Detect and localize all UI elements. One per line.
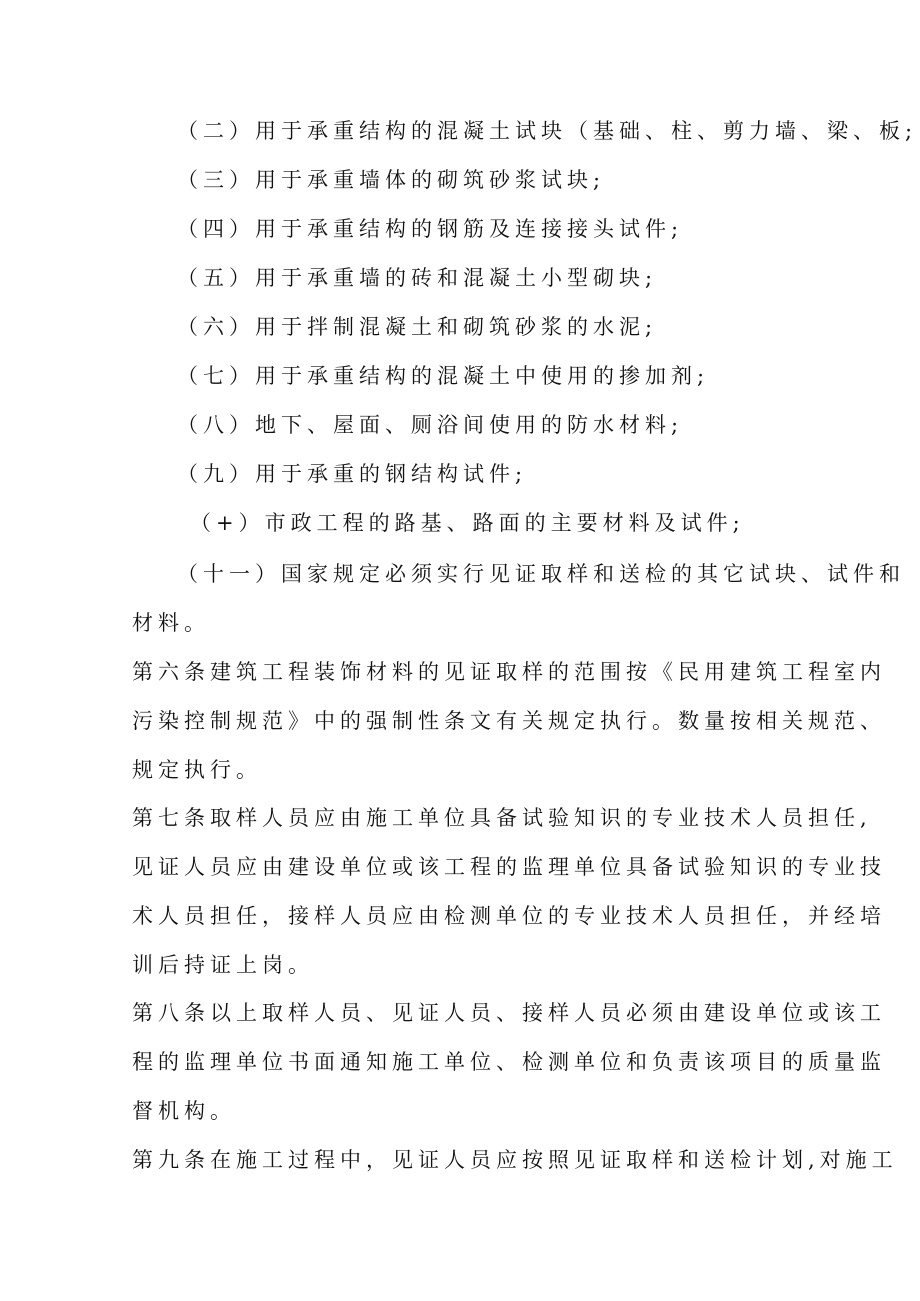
list-item-10: （+）市政工程的路基、路面的主要材料及试件; xyxy=(190,511,745,535)
article-6-line-2: 污染控制规范》中的强制性条文有关规定执行。数量按相关规范、 xyxy=(132,709,886,733)
list-item-8: （八）地下、屋面、厕浴间使用的防水材料; xyxy=(177,413,684,437)
list-item-9: （九）用于承重的钢结构试件; xyxy=(177,462,528,486)
article-7-line-1: 第七条取样人员应由施工单位具备试验知识的专业技术人员担任, xyxy=(132,806,872,830)
list-item-11-line-1: （十一）国家规定必须实行见证取样和送检的其它试块、试件和 xyxy=(177,562,905,586)
article-7-line-4: 训后持证上岗。 xyxy=(132,953,314,977)
list-item-4: （四）用于承重结构的钢筋及连接接头试件; xyxy=(177,217,684,241)
article-9-line-1: 第九条在施工过程中，见证人员应按照见证取样和送检计划,对施工 xyxy=(132,1148,898,1172)
list-item-2: （二）用于承重结构的混凝土试块（基础、柱、剪力墙、梁、板; xyxy=(177,119,918,143)
list-item-5: （五）用于承重墙的砖和混凝土小型砌块; xyxy=(177,266,658,290)
article-6-line-1: 第六条建筑工程装饰材料的见证取样的范围按《民用建筑工程室内 xyxy=(132,660,886,684)
article-8-line-2: 程的监理单位书面通知施工单位、检测单位和负责该项目的质量监 xyxy=(132,1050,886,1074)
list-item-3: （三）用于承重墙体的砌筑砂浆试块; xyxy=(177,168,606,192)
article-8-line-3: 督机构。 xyxy=(132,1099,236,1123)
article-6-line-3: 规定执行。 xyxy=(132,758,262,782)
list-item-11-line-2: 材料。 xyxy=(132,611,210,635)
list-item-7: （七）用于承重结构的混凝土中使用的掺加剂; xyxy=(177,364,710,388)
article-7-line-3: 术人员担任，接样人员应由检测单位的专业技术人员担任，并经培 xyxy=(132,904,886,928)
list-item-6: （六）用于拌制混凝土和砌筑砂浆的水泥; xyxy=(177,315,658,339)
article-8-line-1: 第八条以上取样人员、见证人员、接样人员必须由建设单位或该工 xyxy=(132,1001,886,1025)
article-7-line-2: 见证人员应由建设单位或该工程的监理单位具备试验知识的专业技 xyxy=(132,855,886,879)
